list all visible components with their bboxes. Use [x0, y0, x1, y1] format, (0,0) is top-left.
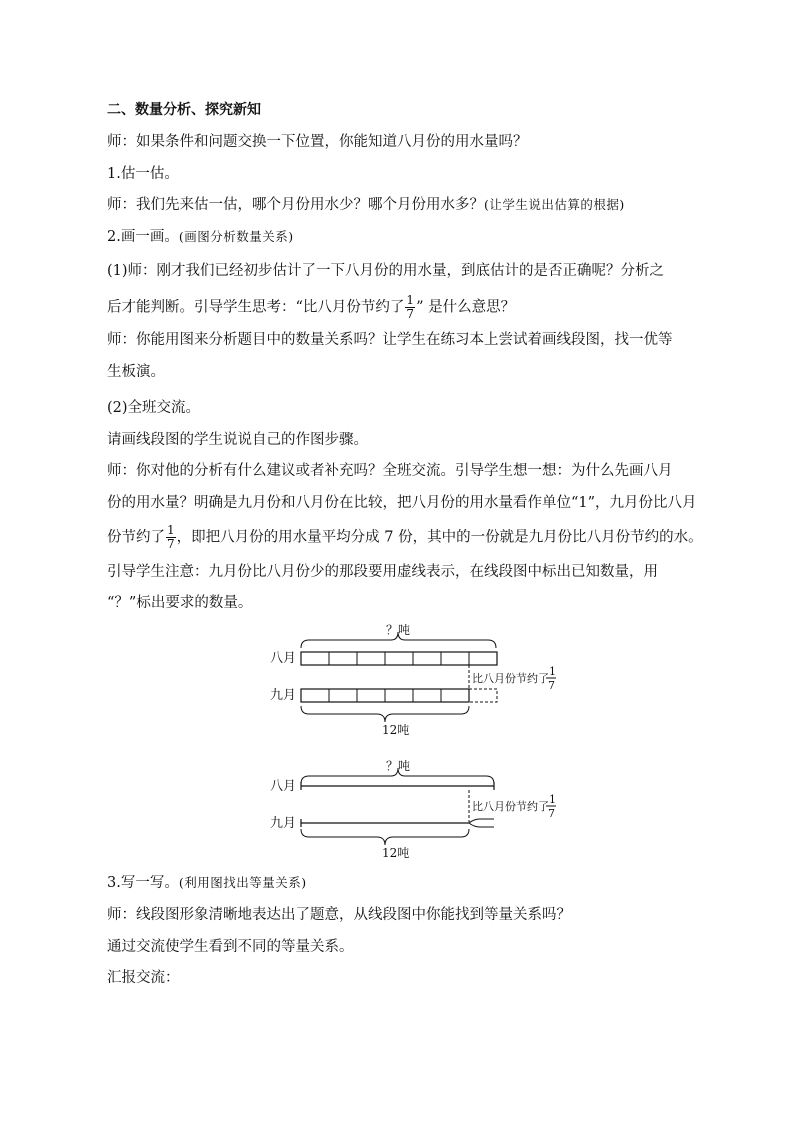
fraction-numerator: 1: [167, 523, 175, 537]
side-note: 比八月份节约了: [472, 800, 549, 813]
paragraph: 通过交流使学生看到不同的等量关系。: [107, 939, 354, 955]
step-text: 3.写一写。: [107, 875, 179, 891]
paragraph: 请画线段图的学生说说自己的作图步骤。: [107, 432, 368, 448]
bottom-label: 12吨: [382, 723, 410, 737]
diagram-boxes: [270, 622, 556, 737]
paragraph: [107, 524, 703, 551]
paragraph-text: ，即把八月份的用水量平均分成 7 份，其中的一份就是九月份比八月份节约的水。: [176, 529, 703, 546]
paragraph: 份的用水量？明确是九月份和八月份在比较，把八月份的用水量看作单位“1”，九月份比八月: [107, 495, 697, 511]
paragraph: “？”标出要求的数量。: [107, 595, 253, 611]
fraction-denominator: 7: [406, 307, 415, 321]
fraction-numerator: 1: [406, 293, 415, 307]
paragraph: 汇报交流：: [107, 970, 180, 986]
august-bar: [301, 652, 497, 665]
side-fraction-den: 7: [548, 679, 555, 692]
top-brace: [301, 768, 494, 784]
paragraph: 师：你能用图来分析题目中的数量关系吗？让学生在练习本上尝试着画线段图，找一优等: [107, 332, 673, 348]
top-label: ？吨: [385, 759, 411, 773]
line-segment-diagrams: [0, 612, 794, 872]
top-brace: [301, 632, 496, 648]
teacher-note: (画图分析数量关系): [178, 229, 294, 244]
paragraph-text: ” 是什么意思？: [416, 299, 516, 316]
section-heading: 二、数量分析、探究新知: [107, 102, 261, 118]
row-label-august: 八月: [270, 651, 297, 666]
paragraph: (2)全班交流。: [107, 400, 201, 416]
bottom-brace: [301, 706, 469, 722]
paragraph: [107, 294, 515, 321]
saved-segment-dashed: [469, 689, 497, 702]
top-label: ？吨: [385, 623, 411, 637]
step-text: 2.画一画。: [107, 229, 179, 245]
fraction: [405, 294, 415, 321]
paragraph-text: 后才能判断。引导学生思考：“比八月份节约了: [107, 299, 405, 316]
bottom-brace: [301, 829, 469, 845]
paragraph-text: 份节约了: [107, 529, 165, 546]
fraction-denominator: 7: [167, 537, 175, 551]
paragraph: 师：你对他的分析有什么建议或者补充吗？全班交流。引导学生想一想：为什么先画八月: [107, 463, 673, 479]
step-title: 1.估一估。: [107, 166, 179, 182]
side-fraction-den: 7: [548, 807, 555, 820]
row-label-august: 八月: [270, 779, 297, 794]
diagram-segments: [270, 758, 556, 860]
paragraph: (1)师：刚才我们已经初步估计了一下八月份的用水量，到底估计的是否正确呢？分析之: [107, 263, 665, 279]
paragraph: 生板演。: [107, 364, 165, 380]
paragraph: 师：线段图形象清晰地表达出了题意，从线段图中你能找到等量关系吗？: [107, 907, 571, 923]
paragraph: 引导学生注意：九月份比八月份少的那段要用虚线表示，在线段图中标出已知数量，用: [107, 564, 658, 580]
paragraph: 师：如果条件和问题交换一下位置，你能知道八月份的用水量吗？: [107, 134, 528, 150]
side-fraction-num: 1: [549, 793, 556, 806]
teacher-note: (让学生说出估算的根据): [484, 197, 625, 212]
fraction: [166, 524, 176, 551]
paragraph-text: 师：我们先来估一估，哪个月份用水少？哪个月份用水多？: [107, 197, 484, 213]
side-fraction-num: 1: [549, 665, 556, 678]
row-label-september: 九月: [270, 816, 297, 831]
paragraph: [107, 195, 625, 215]
teacher-note: (利用图找出等量关系): [178, 875, 307, 890]
row-label-september: 九月: [270, 688, 297, 703]
saved-segment: [469, 819, 494, 827]
step-title: [107, 227, 294, 247]
side-note: 比八月份节约了: [472, 672, 549, 685]
bottom-label: 12吨: [382, 846, 410, 860]
step-title: [107, 873, 307, 893]
